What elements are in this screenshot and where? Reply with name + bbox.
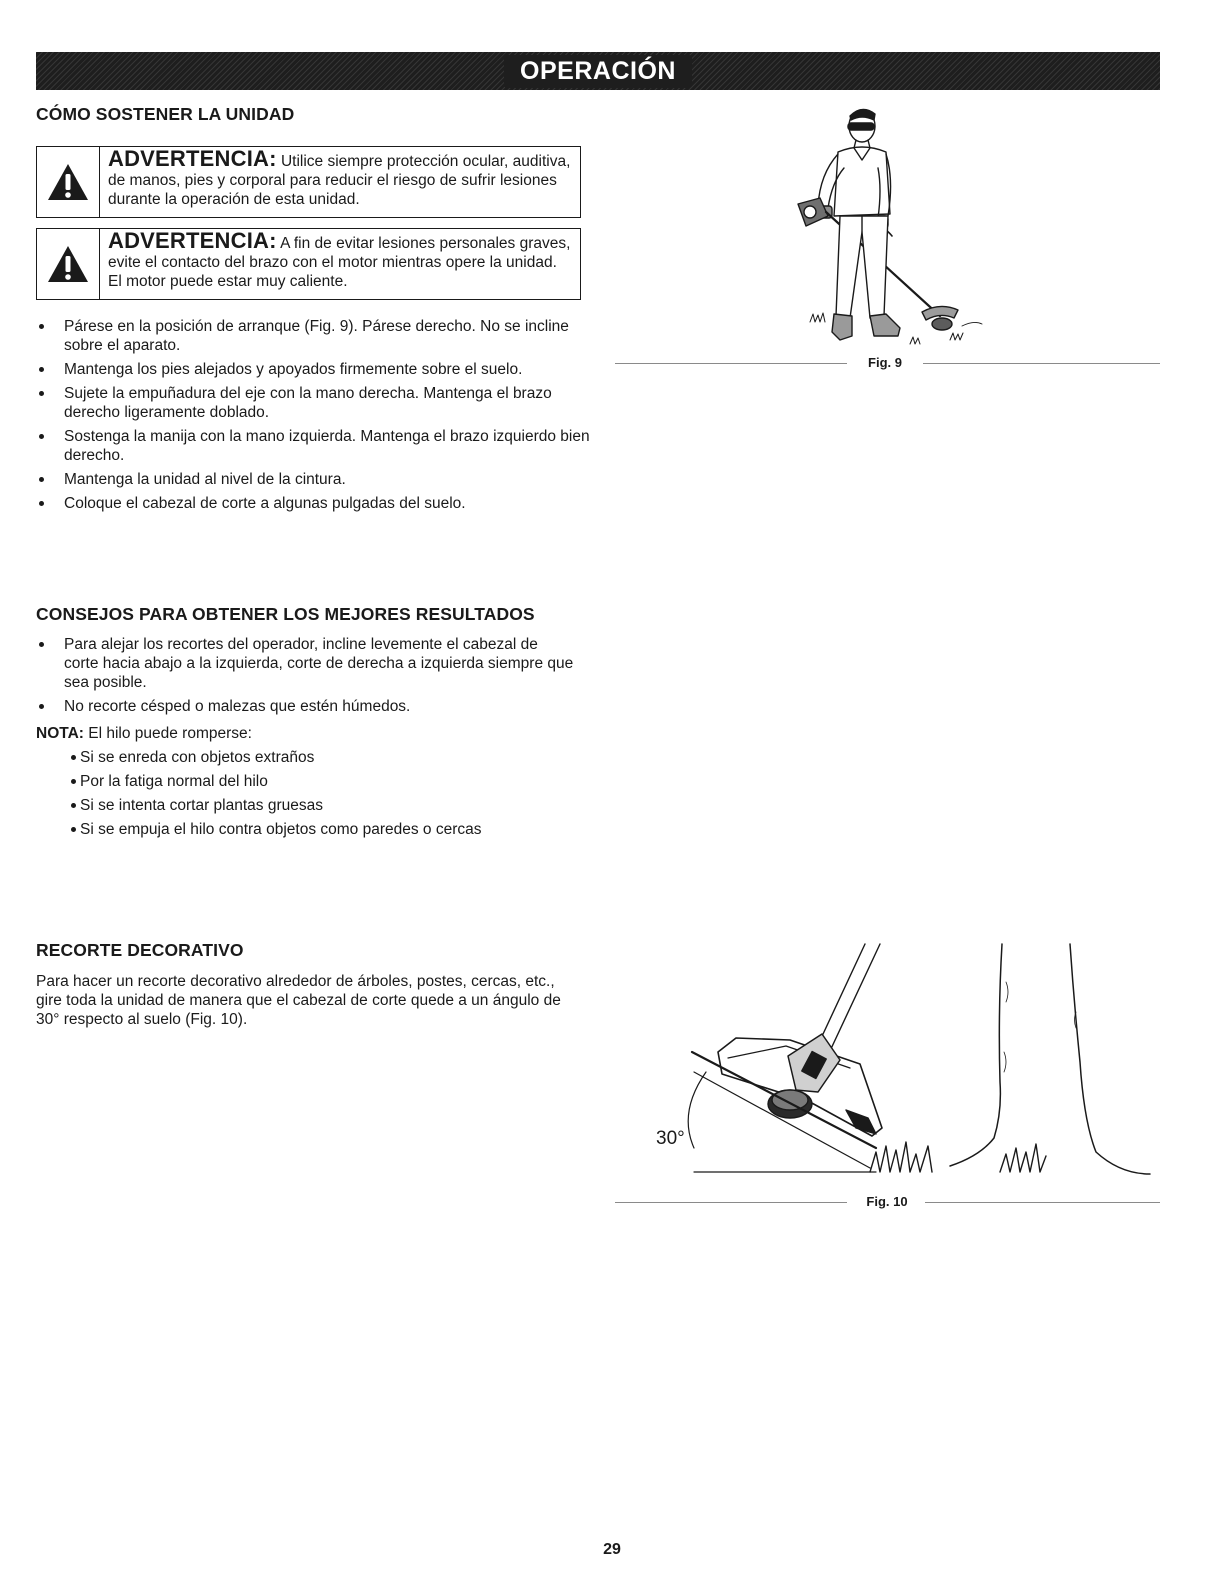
figure-9-caption-row bbox=[615, 355, 1160, 371]
list-item: Sujete la empuñadura del eje con la mano derecha. Mantenga el brazo derecho ligeramente doblado. bbox=[36, 384, 591, 422]
list-item: Por la fatiga normal del hilo bbox=[36, 772, 596, 791]
list-item: Si se intenta cortar plantas gruesas bbox=[36, 796, 596, 815]
list-item: Párese en la posición de arranque (Fig. 9). Párese derecho. No se incline sobre el aparato. bbox=[36, 317, 591, 355]
note-bullet-list bbox=[36, 748, 596, 844]
section-banner bbox=[36, 52, 1160, 90]
list-item: Mantenga la unidad al nivel de la cintura. bbox=[36, 470, 591, 489]
note-label: NOTA: bbox=[36, 725, 84, 742]
page-number: 29 bbox=[603, 1541, 621, 1558]
banner-title: OPERACIÓN bbox=[504, 55, 692, 88]
warning-triangle-icon bbox=[46, 162, 90, 202]
warning-triangle-icon bbox=[46, 244, 90, 284]
warning-label: ADVERTENCIA: bbox=[108, 146, 277, 171]
warning-box-hot-motor bbox=[36, 228, 581, 300]
warning-text-hot-motor: A fin de evitar lesiones personales graves, evite el contacto del brazo con el motor mientras opere la unidad. El motor puede estar muy caliente. bbox=[108, 235, 571, 290]
list-item: Sostenga la manija con la mano izquierda. Mantenga el brazo izquierdo bien derecho. bbox=[36, 427, 591, 465]
angle-label: 30° bbox=[656, 1128, 685, 1149]
figure-9-caption: Fig. 9 bbox=[868, 355, 902, 370]
list-item: Si se empuja el hilo contra objetos como paredes o cercas bbox=[36, 820, 596, 839]
decorative-trim-paragraph: Para hacer un recorte decorativo alrededor de árboles, postes, cercas, etc., gire toda la unidad de manera que el cabezal de corte quede a un ángulo de 30° respecto al suelo (Fig. 10). bbox=[36, 973, 561, 1028]
figure-10-caption-row bbox=[615, 1194, 1160, 1210]
warning-text-protection: Utilice siempre protección ocular, auditiva, de manos, pies y corporal para reducir el riesgo de sufrir lesiones durante la operación de esta unidad. bbox=[108, 153, 571, 208]
tips-bullet-list bbox=[36, 635, 576, 721]
heading-holding-unit: CÓMO SOSTENER LA UNIDAD bbox=[36, 104, 295, 124]
warning-label: ADVERTENCIA: bbox=[108, 228, 277, 253]
warning-box-protection bbox=[36, 146, 581, 218]
list-item: Mantenga los pies alejados y apoyados firmemente sobre el suelo. bbox=[36, 360, 591, 379]
list-item: Si se enreda con objetos extraños bbox=[36, 748, 596, 767]
figure-10-illustration bbox=[650, 942, 1160, 1192]
list-item: Coloque el cabezal de corte a algunas pulgadas del suelo. bbox=[36, 494, 591, 513]
holding-bullet-list bbox=[36, 317, 591, 518]
heading-decorative-trim: RECORTE DECORATIVO bbox=[36, 940, 244, 960]
list-item: No recorte césped o malezas que estén húmedos. bbox=[36, 697, 576, 716]
note-text: El hilo puede romperse: bbox=[88, 725, 252, 742]
list-item: Para alejar los recortes del operador, incline levemente el cabezal de corte hacia abajo a la izquierda, corte de derecha a izquierda siempre que sea posible. bbox=[36, 635, 576, 692]
heading-tips: CONSEJOS PARA OBTENER LOS MEJORES RESULTADOS bbox=[36, 604, 535, 624]
note-line bbox=[36, 724, 252, 743]
figure-9-illustration bbox=[790, 104, 990, 354]
figure-10-caption: Fig. 10 bbox=[866, 1194, 908, 1209]
